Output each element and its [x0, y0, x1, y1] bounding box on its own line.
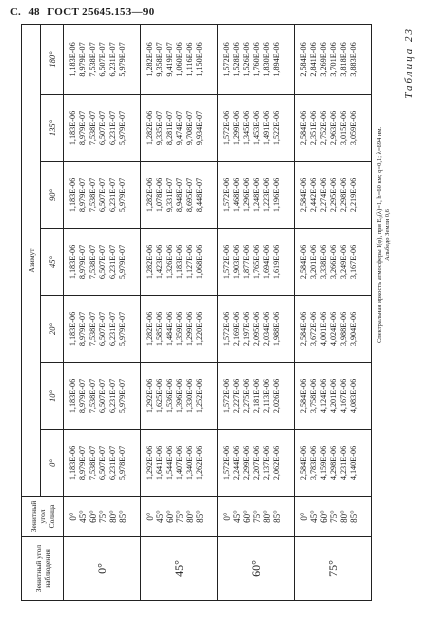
value-cell: [218, 229, 295, 296]
radiance-value: 8,979E-07: [78, 110, 87, 146]
radiance-value: 1,491E-06: [262, 110, 271, 146]
radiance-value: 3,883E-06: [349, 42, 358, 77]
radiance-value: 8,979E-07: [78, 378, 87, 414]
radiance-value: 1,248E-06: [252, 177, 261, 213]
radiance-value: 1,292E-06: [145, 378, 154, 414]
radiance-value: 7,538E-07: [88, 110, 97, 146]
azimuth-header: 180°: [41, 24, 64, 94]
radiance-value: 4,159E-06: [319, 445, 328, 481]
sun-angle-value: 0°: [222, 512, 232, 521]
radiance-value: 8,695E-07: [185, 177, 194, 213]
radiance-value: 1,453E-06: [252, 110, 261, 146]
radiance-value: 9,331E-07: [165, 177, 174, 213]
radiance-value: 1,830E-06: [262, 42, 271, 77]
sun-angle-value: 80°: [339, 510, 349, 523]
radiance-value: 2,298E-06: [339, 177, 348, 213]
radiance-value: 1,183E-06: [68, 311, 77, 347]
page-header: [10, 6, 160, 18]
radiance-value: 3,818E-06: [339, 42, 348, 77]
radiance-value: 1,183E-06: [175, 244, 184, 280]
sun-angle-value: 80°: [185, 510, 195, 523]
radiance-value: 1,407E-06: [175, 445, 184, 481]
radiance-value: 2,584E-06: [299, 311, 308, 347]
header-observation-zenith: Зенитный угол наблюдения: [22, 537, 64, 601]
value-cell: [141, 24, 218, 94]
radiance-value: 7,538E-07: [88, 177, 97, 213]
radiance-value: 1,625E-06: [155, 378, 164, 414]
radiance-value: 2,026E-06: [272, 378, 281, 414]
radiance-value: 1,183E-06: [68, 110, 77, 146]
radiance-value: 2,062E-06: [272, 445, 281, 481]
radiance-value: 6,507E-07: [98, 311, 107, 347]
radiance-value: 2,752E-06: [319, 110, 328, 146]
radiance-value: 2,584E-06: [299, 177, 308, 213]
azimuth-header: 0°: [41, 430, 64, 497]
value-cell: [218, 24, 295, 94]
observation-angle-cell: 45°: [141, 537, 218, 601]
radiance-value: 2,274E-06: [319, 177, 328, 213]
radiance-value: 5,979E-07: [118, 311, 127, 347]
radiance-value: 2,584E-06: [299, 244, 308, 280]
radiance-value: 8,979E-07: [78, 311, 87, 347]
radiance-value: 1,641E-06: [155, 445, 164, 481]
value-cell: [141, 229, 218, 296]
observation-angle-cell: 75°: [295, 537, 372, 601]
radiance-value: 8,979E-07: [78, 445, 87, 481]
value-cell: [64, 95, 141, 162]
sun-angle-value: 85°: [195, 510, 205, 523]
radiance-value: 5,979E-07: [118, 42, 127, 77]
radiance-value: 1,544E-06: [165, 445, 174, 481]
value-cell: [141, 363, 218, 430]
radiance-value: 1,572E-06: [222, 177, 231, 213]
radiance-value: 2,295E-06: [329, 177, 338, 213]
table-row: [64, 24, 141, 600]
radiance-value: 1,282E-06: [145, 110, 154, 146]
radiance-value: 1,282E-06: [145, 311, 154, 347]
radiance-value: 1,183E-06: [68, 378, 77, 414]
sun-angle-cell: [295, 497, 372, 537]
radiance-value: 2,442E-06: [309, 177, 318, 213]
radiance-value: 1,296E-06: [242, 177, 251, 213]
radiance-value: 3,783E-06: [309, 445, 318, 481]
radiance-value: 6,231E-07: [108, 177, 117, 213]
radiance-value: 2,034E-06: [262, 311, 271, 347]
radiance-value: 4,298E-06: [329, 445, 338, 481]
radiance-value: 1,183E-06: [68, 445, 77, 481]
radiance-value: 6,231E-07: [108, 110, 117, 146]
radiance-value: 1,340E-06: [185, 445, 194, 481]
radiance-value: 1,183E-06: [68, 177, 77, 213]
radiance-value: 4,231E-06: [339, 445, 348, 481]
radiance-value: 1,252E-06: [195, 378, 204, 414]
sun-angle-value: 60°: [165, 510, 175, 523]
radiance-value: 1,988E-06: [272, 311, 281, 347]
value-cell: [218, 430, 295, 497]
sun-angle-value: 0°: [145, 512, 155, 521]
radiance-value: 8,979E-07: [78, 244, 87, 280]
value-cell: [64, 162, 141, 229]
radiance-value: 2,584E-06: [299, 378, 308, 414]
sun-angle-value: 85°: [118, 510, 128, 523]
radiance-value: 3,266E-06: [329, 244, 338, 280]
radiance-value: 1,572E-06: [222, 445, 231, 481]
value-cell: [218, 95, 295, 162]
radiance-value: 5,979E-07: [118, 110, 127, 146]
radiance-value: 5,979E-07: [118, 177, 127, 213]
value-cell: [64, 363, 141, 430]
radiance-value: 2,584E-06: [299, 42, 308, 77]
radiance-value: 1,572E-06: [222, 378, 231, 414]
page-prefix: С.: [10, 6, 21, 18]
radiance-value: 1,528E-06: [232, 42, 241, 77]
radiance-table: [21, 24, 372, 601]
radiance-value: 1,326E-06: [165, 244, 174, 280]
radiance-value: 7,538E-07: [88, 42, 97, 77]
radiance-value: 1,572E-06: [222, 244, 231, 280]
radiance-value: 1,619E-06: [272, 244, 281, 280]
radiance-value: 1,572E-06: [222, 110, 231, 146]
radiance-value: 9,358E-07: [155, 42, 164, 77]
page-number: 48: [28, 6, 40, 18]
radiance-value: 3,701E-06: [329, 42, 338, 77]
radiance-value: 1,150E-06: [195, 42, 204, 77]
radiance-value: 4,083E-06: [349, 378, 358, 414]
radiance-value: 2,207E-06: [252, 445, 261, 481]
azimuth-header: 90°: [41, 162, 64, 229]
sun-angle-value: 0°: [68, 512, 78, 521]
radiance-value: 3,201E-06: [309, 244, 318, 280]
radiance-value: 3,059E-06: [349, 110, 358, 146]
radiance-value: 1,536E-06: [165, 378, 174, 414]
radiance-value: 1,468E-06: [232, 177, 241, 213]
radiance-value: 4,201E-06: [329, 378, 338, 414]
radiance-value: 7,538E-07: [88, 244, 97, 280]
value-cell: [141, 95, 218, 162]
observation-angle-cell: 0°: [64, 537, 141, 601]
radiance-value: 6,231E-07: [108, 378, 117, 414]
radiance-value: 8,281E-07: [165, 110, 174, 146]
radiance-value: 6,507E-07: [98, 42, 107, 77]
value-cell: [218, 363, 295, 430]
radiance-value: 5,979E-07: [118, 244, 127, 280]
radiance-value: 2,584E-06: [299, 445, 308, 481]
value-cell: [295, 363, 372, 430]
radiance-value: 7,538E-07: [88, 378, 97, 414]
radiance-value: 8,979E-07: [78, 42, 87, 77]
caption-line-2: Альбедо Земли 0,6: [384, 209, 391, 261]
radiance-value: 1,585E-06: [155, 311, 164, 347]
sun-angle-value: 60°: [319, 510, 329, 523]
radiance-value: 5,978E-07: [118, 445, 127, 481]
header-sun-zenith: Зенитный угол Солнца: [22, 497, 64, 537]
radiance-value: 1,282E-06: [145, 177, 154, 213]
radiance-value: 1,262E-06: [195, 445, 204, 481]
radiance-value: 1,078E-06: [155, 177, 164, 213]
azimuth-header: 10°: [41, 363, 64, 430]
radiance-value: 2,197E-06: [242, 311, 251, 347]
sun-angle-cell: [141, 497, 218, 537]
radiance-value: 2,584E-06: [299, 110, 308, 146]
sun-angle-value: 85°: [272, 510, 282, 523]
radiance-value: 1,292E-06: [145, 445, 154, 481]
radiance-value: 1,484E-06: [165, 311, 174, 347]
radiance-value: 1,526E-06: [242, 42, 251, 77]
radiance-value: 9,708E-07: [185, 110, 194, 146]
radiance-value: 1,877E-06: [242, 244, 251, 280]
radiance-value: 4,140E-06: [349, 445, 358, 481]
value-cell: [64, 24, 141, 94]
azimuth-header: 45°: [41, 229, 64, 296]
value-cell: [141, 296, 218, 363]
sun-angle-value: 0°: [299, 512, 309, 521]
radiance-value: 6,507E-07: [98, 378, 107, 414]
radiance-value: 5,979E-07: [118, 378, 127, 414]
radiance-value: 2,169E-06: [232, 311, 241, 347]
sun-angle-value: 75°: [329, 510, 339, 523]
value-cell: [64, 430, 141, 497]
radiance-value: 1,183E-06: [68, 42, 77, 77]
value-cell: [295, 296, 372, 363]
sun-angle-value: 85°: [349, 510, 359, 523]
radiance-value: 8,948E-07: [175, 177, 184, 213]
radiance-value: 7,538E-07: [88, 445, 97, 481]
radiance-value: 3,249E-06: [339, 244, 348, 280]
radiance-value: 6,507E-07: [98, 244, 107, 280]
radiance-value: 1,299E-06: [232, 110, 241, 146]
sun-angle-value: 45°: [309, 510, 319, 523]
radiance-value: 6,231E-07: [108, 445, 117, 481]
radiance-value: 1,765E-06: [252, 244, 261, 280]
radiance-value: 3,988E-06: [339, 311, 348, 347]
radiance-value: 2,095E-06: [252, 311, 261, 347]
azimuth-header: 135°: [41, 95, 64, 162]
radiance-value: 1,760E-06: [252, 42, 261, 77]
radiance-value: 2,181E-06: [252, 378, 261, 414]
table-row: [218, 24, 295, 600]
header-azimuth: Азимут: [22, 24, 41, 496]
radiance-value: 1,223E-06: [262, 177, 271, 213]
radiance-value: 2,113E-06: [262, 378, 271, 414]
radiance-value: 9,335E-07: [155, 110, 164, 146]
caption-line-1: Спектральная яркость атмосферы I(φ), при E₀(λ)=1, h=60 км; q=0,1; λ=694 нм.: [376, 126, 383, 344]
sun-angle-cell: [218, 497, 295, 537]
table-caption: [376, 65, 392, 405]
table-row: [141, 24, 218, 600]
radiance-value: 4,167E-06: [339, 378, 348, 414]
radiance-value: 1,894E-06: [272, 42, 281, 77]
radiance-value: 9,419E-07: [165, 42, 174, 77]
standard-number: ГОСТ 25645.153—90: [47, 6, 155, 18]
radiance-value: 6,507E-07: [98, 110, 107, 146]
radiance-value: 1,282E-06: [145, 42, 154, 77]
radiance-value: 1,060E-06: [175, 42, 184, 77]
radiance-value: 8,979E-07: [78, 177, 87, 213]
radiance-value: 1,345E-06: [242, 110, 251, 146]
radiance-value: 4,124E-06: [319, 378, 328, 414]
table-row: [295, 24, 372, 600]
radiance-value: 1,396E-06: [175, 378, 184, 414]
value-cell: [295, 162, 372, 229]
radiance-value: 2,219E-06: [349, 177, 358, 213]
radiance-value: 2,275E-06: [242, 378, 251, 414]
radiance-value: 3,758E-06: [309, 378, 318, 414]
radiance-value: 2,841E-06: [309, 42, 318, 77]
sun-angle-value: 45°: [232, 510, 242, 523]
radiance-value: 1,299E-06: [185, 311, 194, 347]
value-cell: [64, 296, 141, 363]
sun-angle-value: 75°: [252, 510, 262, 523]
radiance-value: 6,231E-07: [108, 311, 117, 347]
value-cell: [218, 162, 295, 229]
radiance-value: 1,068E-06: [195, 244, 204, 280]
radiance-value: 2,137E-06: [262, 445, 271, 481]
radiance-value: 1,220E-06: [195, 311, 204, 347]
value-cell: [218, 296, 295, 363]
radiance-value: 9,474E-07: [175, 110, 184, 146]
value-cell: [295, 430, 372, 497]
radiance-value: 9,934E-07: [195, 110, 204, 146]
radiance-value: 4,001E-06: [319, 311, 328, 347]
radiance-value: 4,024E-06: [329, 311, 338, 347]
radiance-value: 1,196E-06: [272, 177, 281, 213]
radiance-value: 6,507E-07: [98, 177, 107, 213]
sun-angle-value: 80°: [262, 510, 272, 523]
value-cell: [141, 162, 218, 229]
radiance-value: 2,244E-06: [232, 445, 241, 481]
radiance-value: 3,015E-06: [339, 110, 348, 146]
sun-angle-value: 75°: [175, 510, 185, 523]
rotated-table-page: [17, 21, 421, 605]
sun-angle-value: 45°: [78, 510, 88, 523]
radiance-value: 3,269E-06: [319, 42, 328, 77]
radiance-value: 2,963E-06: [329, 110, 338, 146]
radiance-value: 1,127E-06: [185, 244, 194, 280]
sun-angle-value: 80°: [108, 510, 118, 523]
radiance-value: 2,299E-06: [242, 445, 251, 481]
radiance-value: 1,522E-06: [272, 110, 281, 146]
value-cell: [141, 430, 218, 497]
radiance-value: 1,359E-06: [175, 311, 184, 347]
radiance-value: 8,448E-07: [195, 177, 204, 213]
sun-angle-value: 60°: [88, 510, 98, 523]
radiance-value: 6,231E-07: [108, 244, 117, 280]
radiance-value: 1,694E-06: [262, 244, 271, 280]
value-cell: [295, 229, 372, 296]
radiance-value: 6,507E-07: [98, 445, 107, 481]
radiance-value: 1,572E-06: [222, 42, 231, 77]
value-cell: [64, 229, 141, 296]
sun-angle-value: 75°: [98, 510, 108, 523]
radiance-value: 6,231E-07: [108, 42, 117, 77]
radiance-value: 2,227E-06: [232, 378, 241, 414]
radiance-value: 2,351E-06: [309, 110, 318, 146]
sun-angle-value: 60°: [242, 510, 252, 523]
radiance-value: 1,282E-06: [145, 244, 154, 280]
azimuth-header: 20°: [41, 296, 64, 363]
radiance-value: 1,572E-06: [222, 311, 231, 347]
value-cell: [295, 24, 372, 94]
radiance-value: 1,116E-06: [185, 42, 194, 77]
radiance-value: 3,338E-06: [319, 244, 328, 280]
radiance-value: 3,904E-06: [349, 311, 358, 347]
observation-angle-cell: 60°: [218, 537, 295, 601]
sun-angle-value: 45°: [155, 510, 165, 523]
radiance-value: 3,672E-06: [309, 311, 318, 347]
radiance-value: 1,330E-06: [185, 378, 194, 414]
radiance-value: 1,183E-06: [68, 244, 77, 280]
sun-angle-cell: [64, 497, 141, 537]
radiance-value: 3,167E-06: [349, 244, 358, 280]
radiance-value: 1,903E-06: [232, 244, 241, 280]
radiance-value: 7,538E-07: [88, 311, 97, 347]
table-label: Таблица 23: [403, 27, 415, 99]
value-cell: [295, 95, 372, 162]
radiance-value: 1,423E-06: [155, 244, 164, 280]
